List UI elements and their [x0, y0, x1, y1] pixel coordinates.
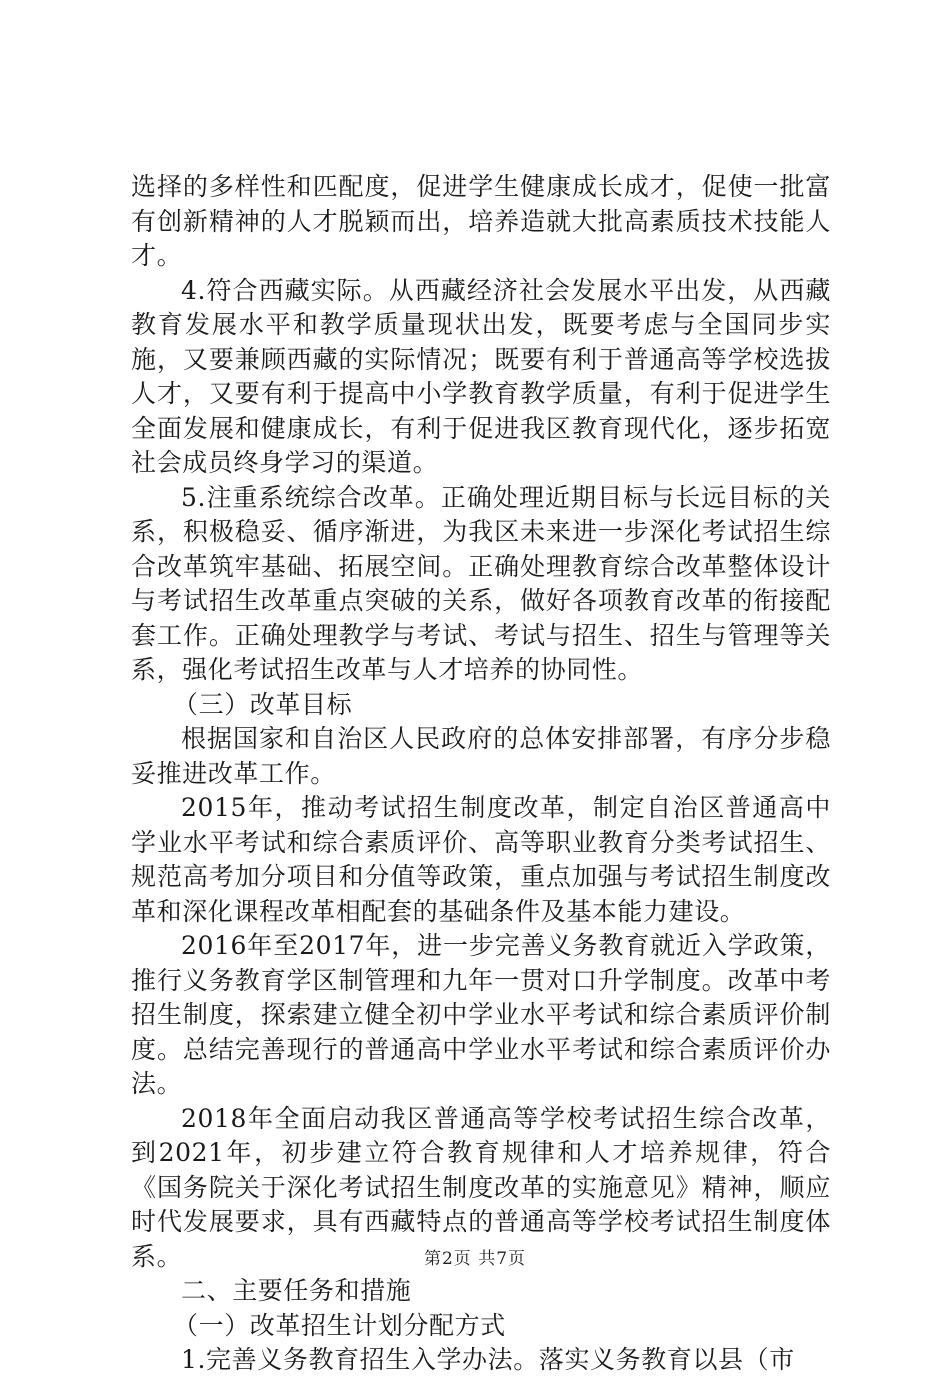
document-body — [131, 170, 831, 1378]
paragraph-goals-intro: 根据国家和自治区人民政府的总体安排部署，有序分步稳妥推进改革工作。 — [131, 724, 831, 788]
paragraph-goal-2015: 2015年，推动考试招生制度改革，制定自治区普通高中学业水平考试和综合素质评价、高等职业教育分类考试招生、规范高考加分项目和分值等政策，重点加强与考试招生制度改革和深化课程改革相配套的基础条件及基本能力建设。 — [131, 793, 831, 926]
section-heading-main-tasks: 二、主要任务和措施 — [181, 1276, 412, 1305]
paragraph-goal-2018: 2018年全面启动我区普通高等学校考试招生综合改革，到2021年，初步建立符合教育规律和人才培养规律，符合《国务院关于深化考试招生制度改革的实施意见》精神，顺应时代发展要求，具有西藏特点的普通高等学校考试招生制度体系。 — [131, 1103, 831, 1271]
subsection-heading-enrollment-plan: （一）改革招生计划分配方式 — [173, 1310, 506, 1340]
paragraph-principle-4: 4.符合西藏实际。从西藏经济社会发展水平出发，从西藏教育发展水平和教学质量现状出发，既要考虑与全国同步实施，又要兼顾西藏的实际情况；既要有利于普通高等学校选拔人才，又要有利于提高中小学教育教学质量，有利于促进学生全面发展和健康成长，有利于促进我区教育现代化，逐步拓宽社会成员终身学习的渠道。 — [131, 275, 831, 477]
paragraph-continuation: 选择的多样性和匹配度，促进学生健康成长成才，促使一批富有创新精神的人才脱颖而出，培养造就大批高素质技术技能人才。 — [131, 172, 831, 270]
section-heading-reform-goals: （三）改革目标 — [173, 689, 353, 719]
page-footer-page-number: 第2页 共7页 — [423, 1249, 527, 1269]
paragraph-goal-2016-2017: 2016年至2017年，进一步完善义务教育就近入学政策，推行义务教育学区制管理和九年一贯对口升学制度。改革中考招生制度，探索建立健全初中学业水平考试和综合素质评价制度。总结完善现行的普通高中学业水平考试和综合素质评价办法。 — [131, 931, 831, 1098]
paragraph-principle-5: 5.注重系统综合改革。正确处理近期目标与长远目标的关系，积极稳妥、循序渐进，为我区未来进一步深化考试招生综合改革筑牢基础、拓展空间。正确处理教育综合改革整体设计与考试招生改革重点突破的关系，做好各项教育改革的衔接配套工作。正确处理教学与考试、考试与招生、招生与管理等关系，强化考试招生改革与人才培养的协同性。 — [131, 482, 831, 684]
paragraph-task-1: 1.完善义务教育招生入学办法。落实义务教育以县（市 — [181, 1345, 795, 1374]
